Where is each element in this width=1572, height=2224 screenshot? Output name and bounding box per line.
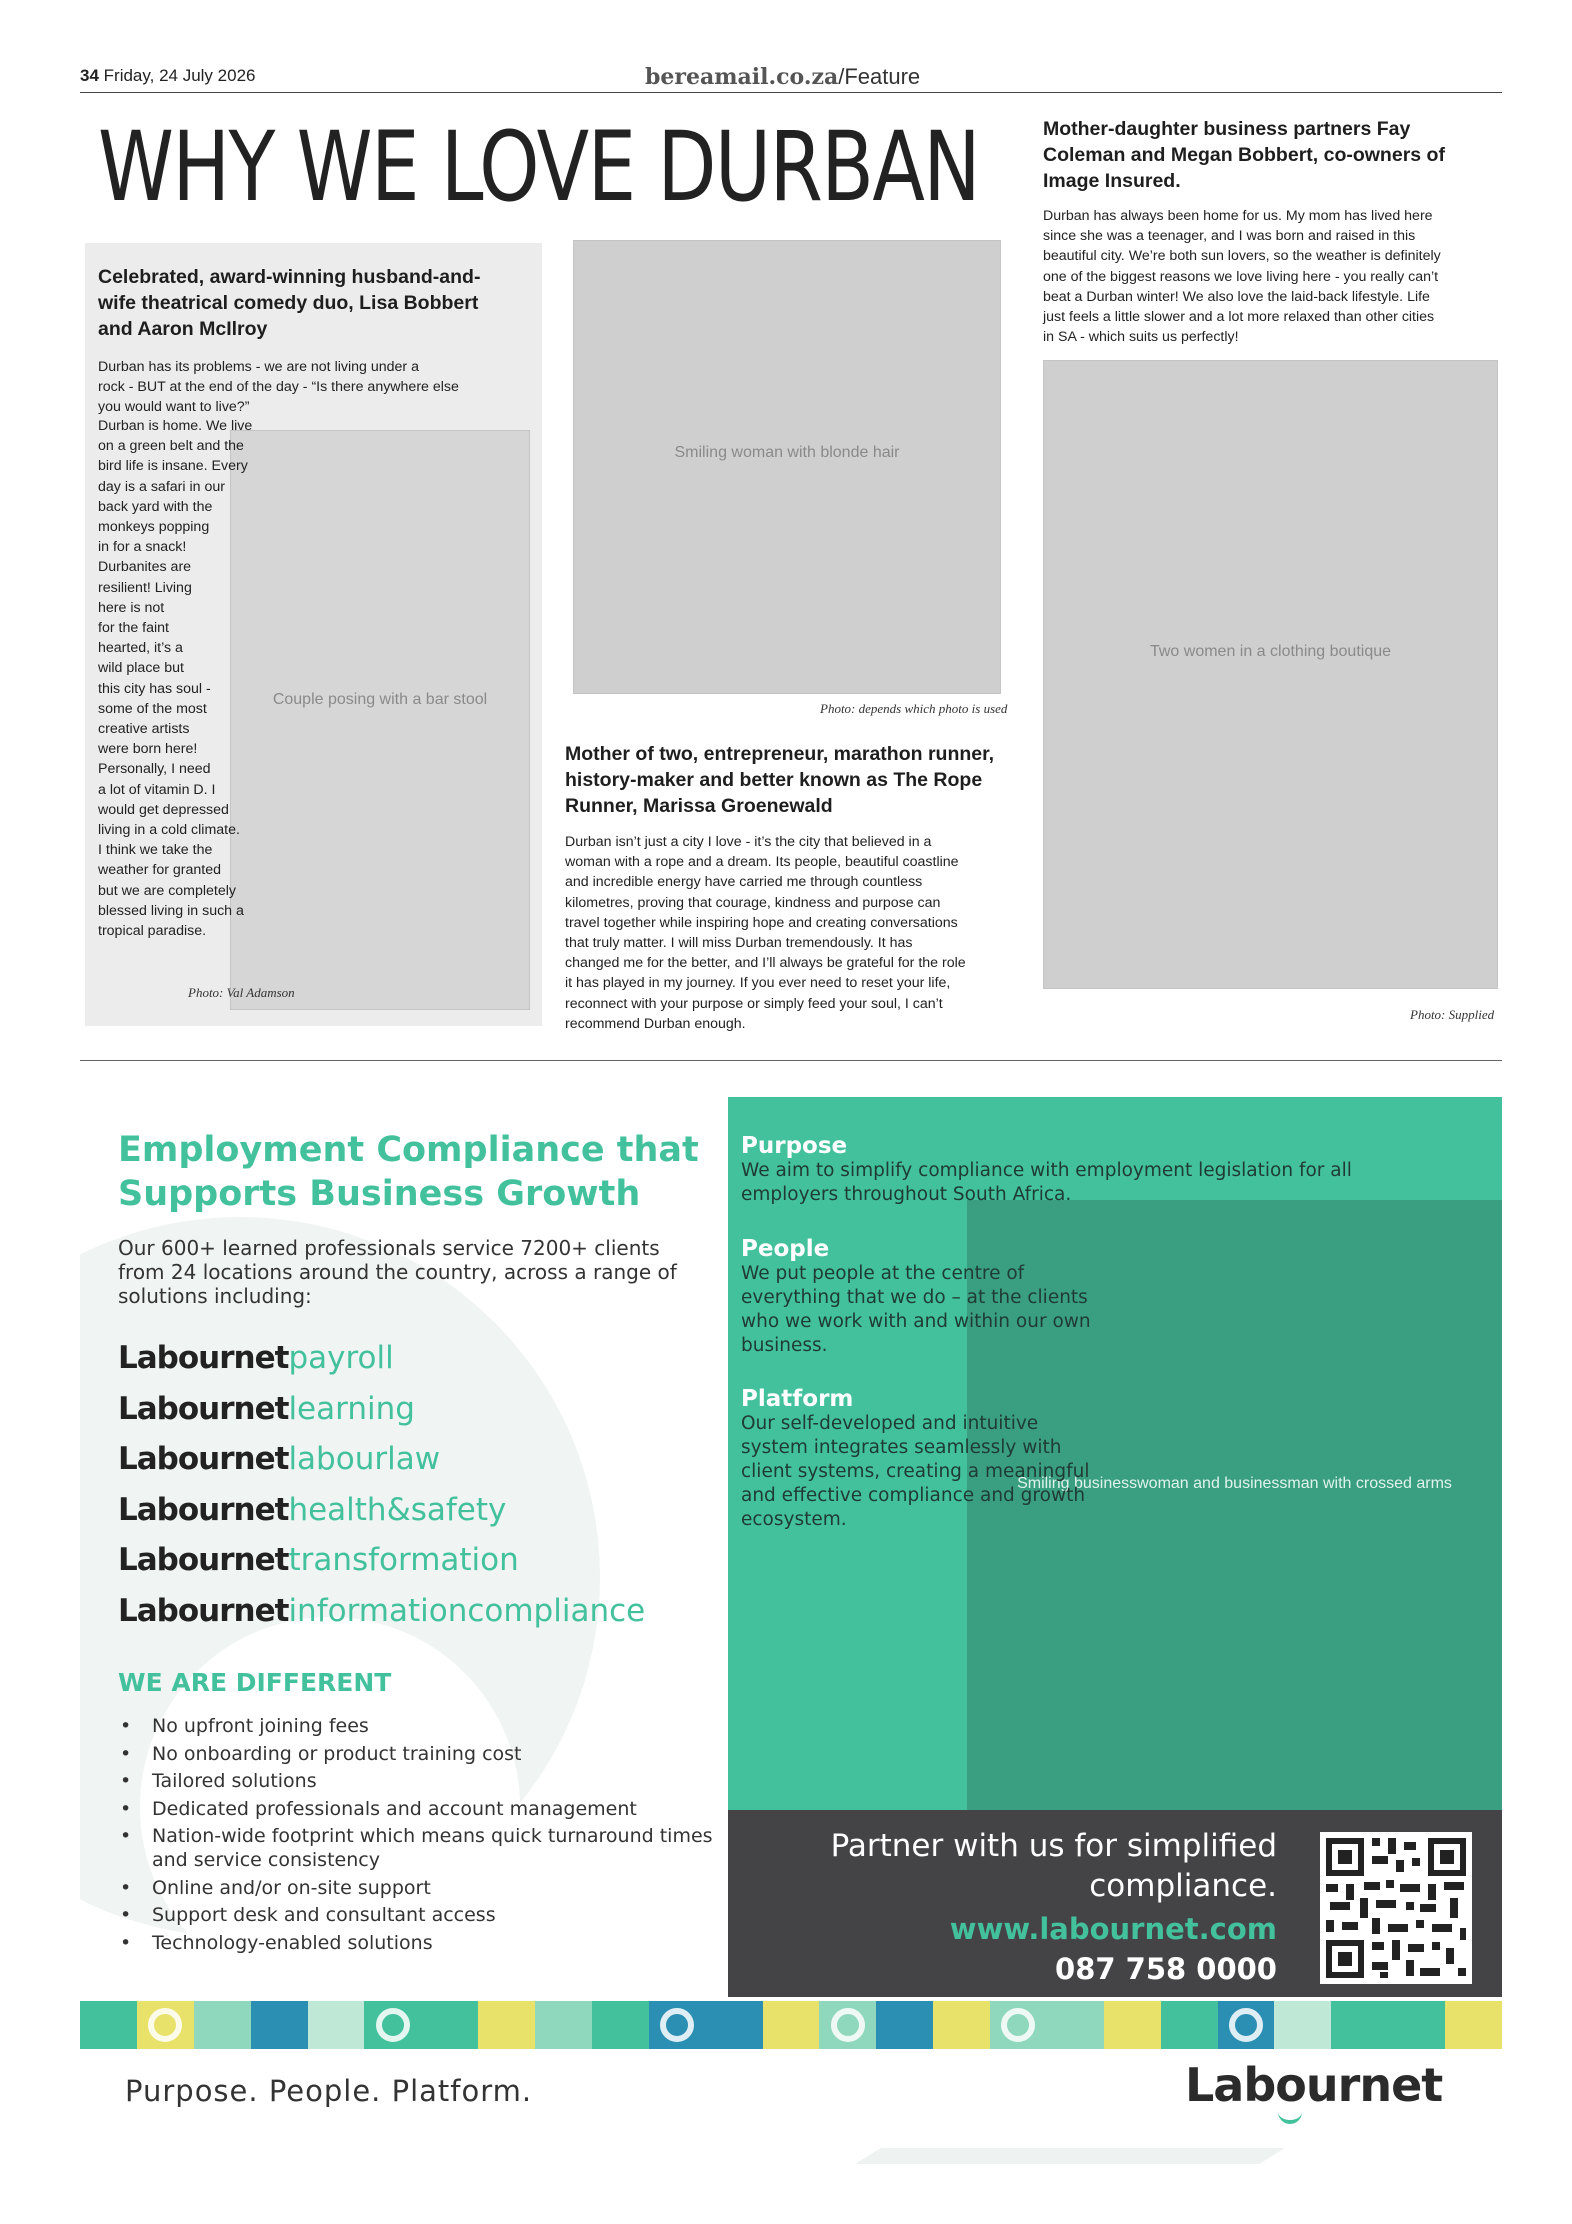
text-line: changed me for the better, and I’ll always be grateful for the role bbox=[565, 955, 966, 972]
text-line: beautiful city. We’re both sun lovers, so the weather is definitely bbox=[1043, 248, 1441, 265]
phone-number: 087 758 0000 bbox=[1055, 1952, 1277, 1986]
text-line: resilient! Living bbox=[98, 579, 192, 596]
strip-segment bbox=[990, 2001, 1047, 2049]
partners-photo-alt: Two women in a clothing boutique bbox=[1149, 643, 1392, 661]
strip-segment bbox=[706, 2001, 763, 2049]
text-line: in SA - which suits us perfectly! bbox=[1043, 329, 1239, 346]
strip-segment bbox=[421, 2001, 478, 2049]
service-brand-learning bbox=[118, 1384, 645, 1435]
section-name: /Feature bbox=[838, 64, 921, 89]
strip-segment bbox=[1274, 2001, 1331, 2049]
we-are-different-list bbox=[118, 1714, 718, 1958]
text-line: monkeys popping bbox=[98, 519, 210, 536]
text-line: woman with a rope and a dream. Its people, beautiful coastline bbox=[565, 854, 959, 871]
text-line: beat a Durban winter! We also love the laid-back lifestyle. Life bbox=[1043, 288, 1430, 305]
page-folio bbox=[80, 66, 255, 86]
text-line: since she was a teenager, and I was born and raised in this bbox=[1043, 228, 1416, 245]
text-line: just feels a little slower and a lot more relaxed than other cities bbox=[1043, 309, 1435, 326]
text-line: here is not bbox=[98, 599, 165, 616]
service-brand-payroll bbox=[118, 1333, 645, 1384]
text-line: back yard with the bbox=[98, 498, 213, 515]
service-name: health&safety bbox=[288, 1491, 507, 1528]
strip-segment bbox=[364, 2001, 421, 2049]
list-item: • Technology-enabled solutions bbox=[118, 1931, 718, 1955]
comedy-duo-photo-alt: Couple posing with a bar stool bbox=[272, 691, 488, 709]
text-line: Durbanites are bbox=[98, 559, 192, 576]
service-name: labourlaw bbox=[288, 1441, 441, 1477]
partners-heading: Mother-daughter business partners Fay Coleman and Megan Bobbert, co-owners of Image Insured. bbox=[1043, 118, 1445, 192]
strip-segment bbox=[308, 2001, 365, 2049]
text-line: in for a snack! bbox=[98, 539, 187, 556]
pillar-purpose bbox=[741, 1133, 1421, 1207]
text-line: weather for granted bbox=[98, 862, 222, 879]
masthead-site bbox=[645, 64, 920, 90]
cta-line: Partner with us for simplified bbox=[830, 1828, 1277, 1864]
service-brand-labourlaw bbox=[118, 1434, 645, 1485]
list-item: • No onboarding or product training cost bbox=[118, 1742, 718, 1766]
cta-text bbox=[760, 1826, 1277, 1906]
service-name: informationcompliance bbox=[288, 1592, 646, 1629]
website-link[interactable]: www.labournet.com bbox=[949, 1912, 1277, 1946]
strip-segment bbox=[819, 2001, 876, 2049]
text-line: would get depressed bbox=[98, 801, 229, 818]
footer-decor-shape bbox=[855, 2148, 1285, 2164]
text-line: a lot of vitamin D. I bbox=[98, 781, 216, 798]
service-name: transformation bbox=[288, 1542, 519, 1578]
list-item: • Online and/or on-site support bbox=[118, 1876, 718, 1900]
strip-segment bbox=[1445, 2001, 1502, 2049]
partners-body bbox=[1043, 206, 1498, 347]
ad-title: Employment Compliance that Supports Business Growth bbox=[118, 1130, 699, 1214]
pillar-people bbox=[741, 1236, 1101, 1358]
pillar-heading: People bbox=[741, 1236, 830, 1262]
rope-runner-photo bbox=[573, 240, 1001, 694]
service-brand-transformation bbox=[118, 1535, 645, 1586]
text-line: reconnect with your purpose or simply feed your soul, I can’t bbox=[565, 995, 943, 1012]
brand-prefix: Labournet bbox=[118, 1390, 289, 1427]
text-line: that truly matter. I will miss Durban tremendously. It has bbox=[565, 935, 913, 952]
ad-tagline: Purpose. People. Platform. bbox=[125, 2074, 533, 2108]
text-line: day is a safari in our bbox=[98, 478, 225, 495]
strip-segment bbox=[876, 2001, 933, 2049]
text-line: travel together while inspiring hope and creating conversations bbox=[565, 914, 958, 931]
strip-segment bbox=[478, 2001, 535, 2049]
service-name: payroll bbox=[288, 1340, 394, 1376]
service-brand-list bbox=[118, 1333, 645, 1636]
comedy-duo-photo-credit: Photo: Val Adamson bbox=[188, 985, 295, 1000]
list-item: • Support desk and consultant access bbox=[118, 1903, 718, 1927]
text-line: Durban isn’t just a city I love - it’s the city that believed in a bbox=[565, 834, 932, 850]
service-name: learning bbox=[288, 1390, 415, 1427]
pillar-heading: Platform bbox=[741, 1386, 854, 1412]
strip-segment bbox=[1218, 2001, 1275, 2049]
text-line: on a green belt and the bbox=[98, 438, 244, 455]
labournet-logo: Labournet bbox=[1185, 2058, 1443, 2112]
rope-runner-heading: Mother of two, entrepreneur, marathon runner, history-maker and better known as The Rope Runner, Marissa Groenewald bbox=[565, 743, 995, 817]
brand-prefix: Labournet bbox=[118, 1340, 289, 1376]
service-brand-health-safety bbox=[118, 1485, 645, 1536]
strip-segment bbox=[1104, 2001, 1161, 2049]
text-line: it has played in my journey. If you ever need to reset your life, bbox=[565, 975, 951, 992]
qr-code-icon bbox=[1320, 1832, 1472, 1984]
text-line: I think we take the bbox=[98, 842, 213, 859]
business-people-photo-alt: Smiling businesswoman and businessman with crossed arms bbox=[1017, 1474, 1452, 1492]
comedy-duo-body bbox=[98, 416, 268, 941]
brand-prefix: Labournet bbox=[118, 1592, 289, 1629]
text-line: and incredible energy have carried me through countless bbox=[565, 874, 923, 891]
text-line: Durban has always been home for us. My mom has lived here bbox=[1043, 208, 1433, 224]
text-line: were born here! bbox=[98, 741, 198, 758]
text-line: wild place but bbox=[98, 660, 184, 677]
strip-segment bbox=[80, 2001, 137, 2049]
comedy-duo-heading: Celebrated, award-winning husband-and-wife theatrical comedy duo, Lisa Bobbert and Aaron McIlroy bbox=[98, 266, 481, 340]
strip-segment bbox=[592, 2001, 649, 2049]
strip-segment bbox=[1047, 2001, 1104, 2049]
brand-prefix: Labournet bbox=[118, 1542, 289, 1578]
text-line: bird life is insane. Every bbox=[98, 458, 248, 475]
text-line: one of the biggest reasons we love living here - you really can’t bbox=[1043, 268, 1439, 285]
text-line: Durban has its problems - we are not living under a bbox=[98, 359, 419, 375]
pillar-text: Our self-developed and intuitive system integrates seamlessly with client systems, creating a meaningful and effective compliance and growth ecosystem. bbox=[741, 1413, 1090, 1530]
text-line: this city has soul - bbox=[98, 680, 211, 697]
service-brand-informationcompliance bbox=[118, 1586, 645, 1637]
text-line: you would want to live?” bbox=[98, 399, 250, 416]
strip-segment bbox=[763, 2001, 820, 2049]
text-line: rock - BUT at the end of the day - “Is there anywhere else bbox=[98, 379, 459, 396]
text-line: living in a cold climate. bbox=[98, 822, 240, 839]
list-item: • No upfront joining fees bbox=[118, 1714, 718, 1738]
partners-photo-credit: Photo: Supplied bbox=[1410, 1007, 1495, 1022]
strip-segment bbox=[1331, 2001, 1388, 2049]
list-item: • Nation-wide footprint which means quick turnaround times and service consistency bbox=[118, 1824, 718, 1872]
text-line: creative artists bbox=[98, 721, 190, 738]
rope-runner-photo-alt: Smiling woman with blonde hair bbox=[674, 444, 900, 462]
pillar-heading: Purpose bbox=[741, 1133, 848, 1159]
strip-segment bbox=[137, 2001, 194, 2049]
rope-runner-photo-credit: Photo: depends which photo is used bbox=[820, 701, 1008, 716]
page-headline: WHY WE LOVE DURBAN bbox=[98, 111, 980, 223]
section-divider bbox=[80, 1060, 1502, 1061]
text-line: some of the most bbox=[98, 700, 207, 717]
strip-segment bbox=[194, 2001, 251, 2049]
logo-smile-icon bbox=[1278, 2110, 1302, 2124]
ad-intro: Our 600+ learned professionals service 7200+ clients from 24 locations around the country, across a range of solutions including: bbox=[118, 1236, 677, 1308]
text-line: but we are completely bbox=[98, 882, 237, 899]
text-line: Durban is home. We live bbox=[98, 418, 253, 434]
strip-segment bbox=[649, 2001, 706, 2049]
we-are-different-heading: WE ARE DIFFERENT bbox=[118, 1668, 392, 1697]
text-line: kilometres, proving that courage, kindness and purpose can bbox=[565, 894, 941, 911]
issue-date: Friday, 24 July 2026 bbox=[103, 66, 256, 85]
comedy-duo-intro bbox=[98, 357, 538, 418]
pillar-platform bbox=[741, 1386, 1101, 1532]
rope-runner-body bbox=[565, 832, 1015, 1034]
strip-segment bbox=[1388, 2001, 1445, 2049]
text-line: Personally, I need bbox=[98, 761, 211, 778]
pillar-text: We put people at the centre of everything that we do – at the clients who we work with and within our own business. bbox=[741, 1263, 1091, 1356]
comedy-duo-photo bbox=[230, 430, 530, 1010]
strip-segment bbox=[933, 2001, 990, 2049]
partners-photo bbox=[1043, 360, 1498, 989]
text-line: for the faint bbox=[98, 620, 169, 637]
strip-segment bbox=[1161, 2001, 1218, 2049]
text-line: blessed living in such a bbox=[98, 902, 244, 919]
strip-segment bbox=[535, 2001, 592, 2049]
text-line: recommend Durban enough. bbox=[565, 1015, 746, 1032]
brand-prefix: Labournet bbox=[118, 1441, 289, 1477]
brand-prefix: Labournet bbox=[118, 1491, 289, 1528]
list-item: • Tailored solutions bbox=[118, 1769, 718, 1793]
site-domain: bereamail.co.za bbox=[645, 64, 839, 90]
text-line: tropical paradise. bbox=[98, 923, 207, 940]
header-rule bbox=[80, 92, 1502, 93]
cta-line: compliance. bbox=[1089, 1868, 1277, 1904]
page-number: 34 bbox=[80, 66, 99, 85]
strip-segment bbox=[251, 2001, 308, 2049]
list-item: • Dedicated professionals and account management bbox=[118, 1797, 718, 1821]
text-line: hearted, it’s a bbox=[98, 640, 183, 657]
pillar-text: We aim to simplify compliance with employment legislation for all employers throughout South Africa. bbox=[741, 1160, 1352, 1205]
decorative-color-strip bbox=[80, 2001, 1502, 2049]
